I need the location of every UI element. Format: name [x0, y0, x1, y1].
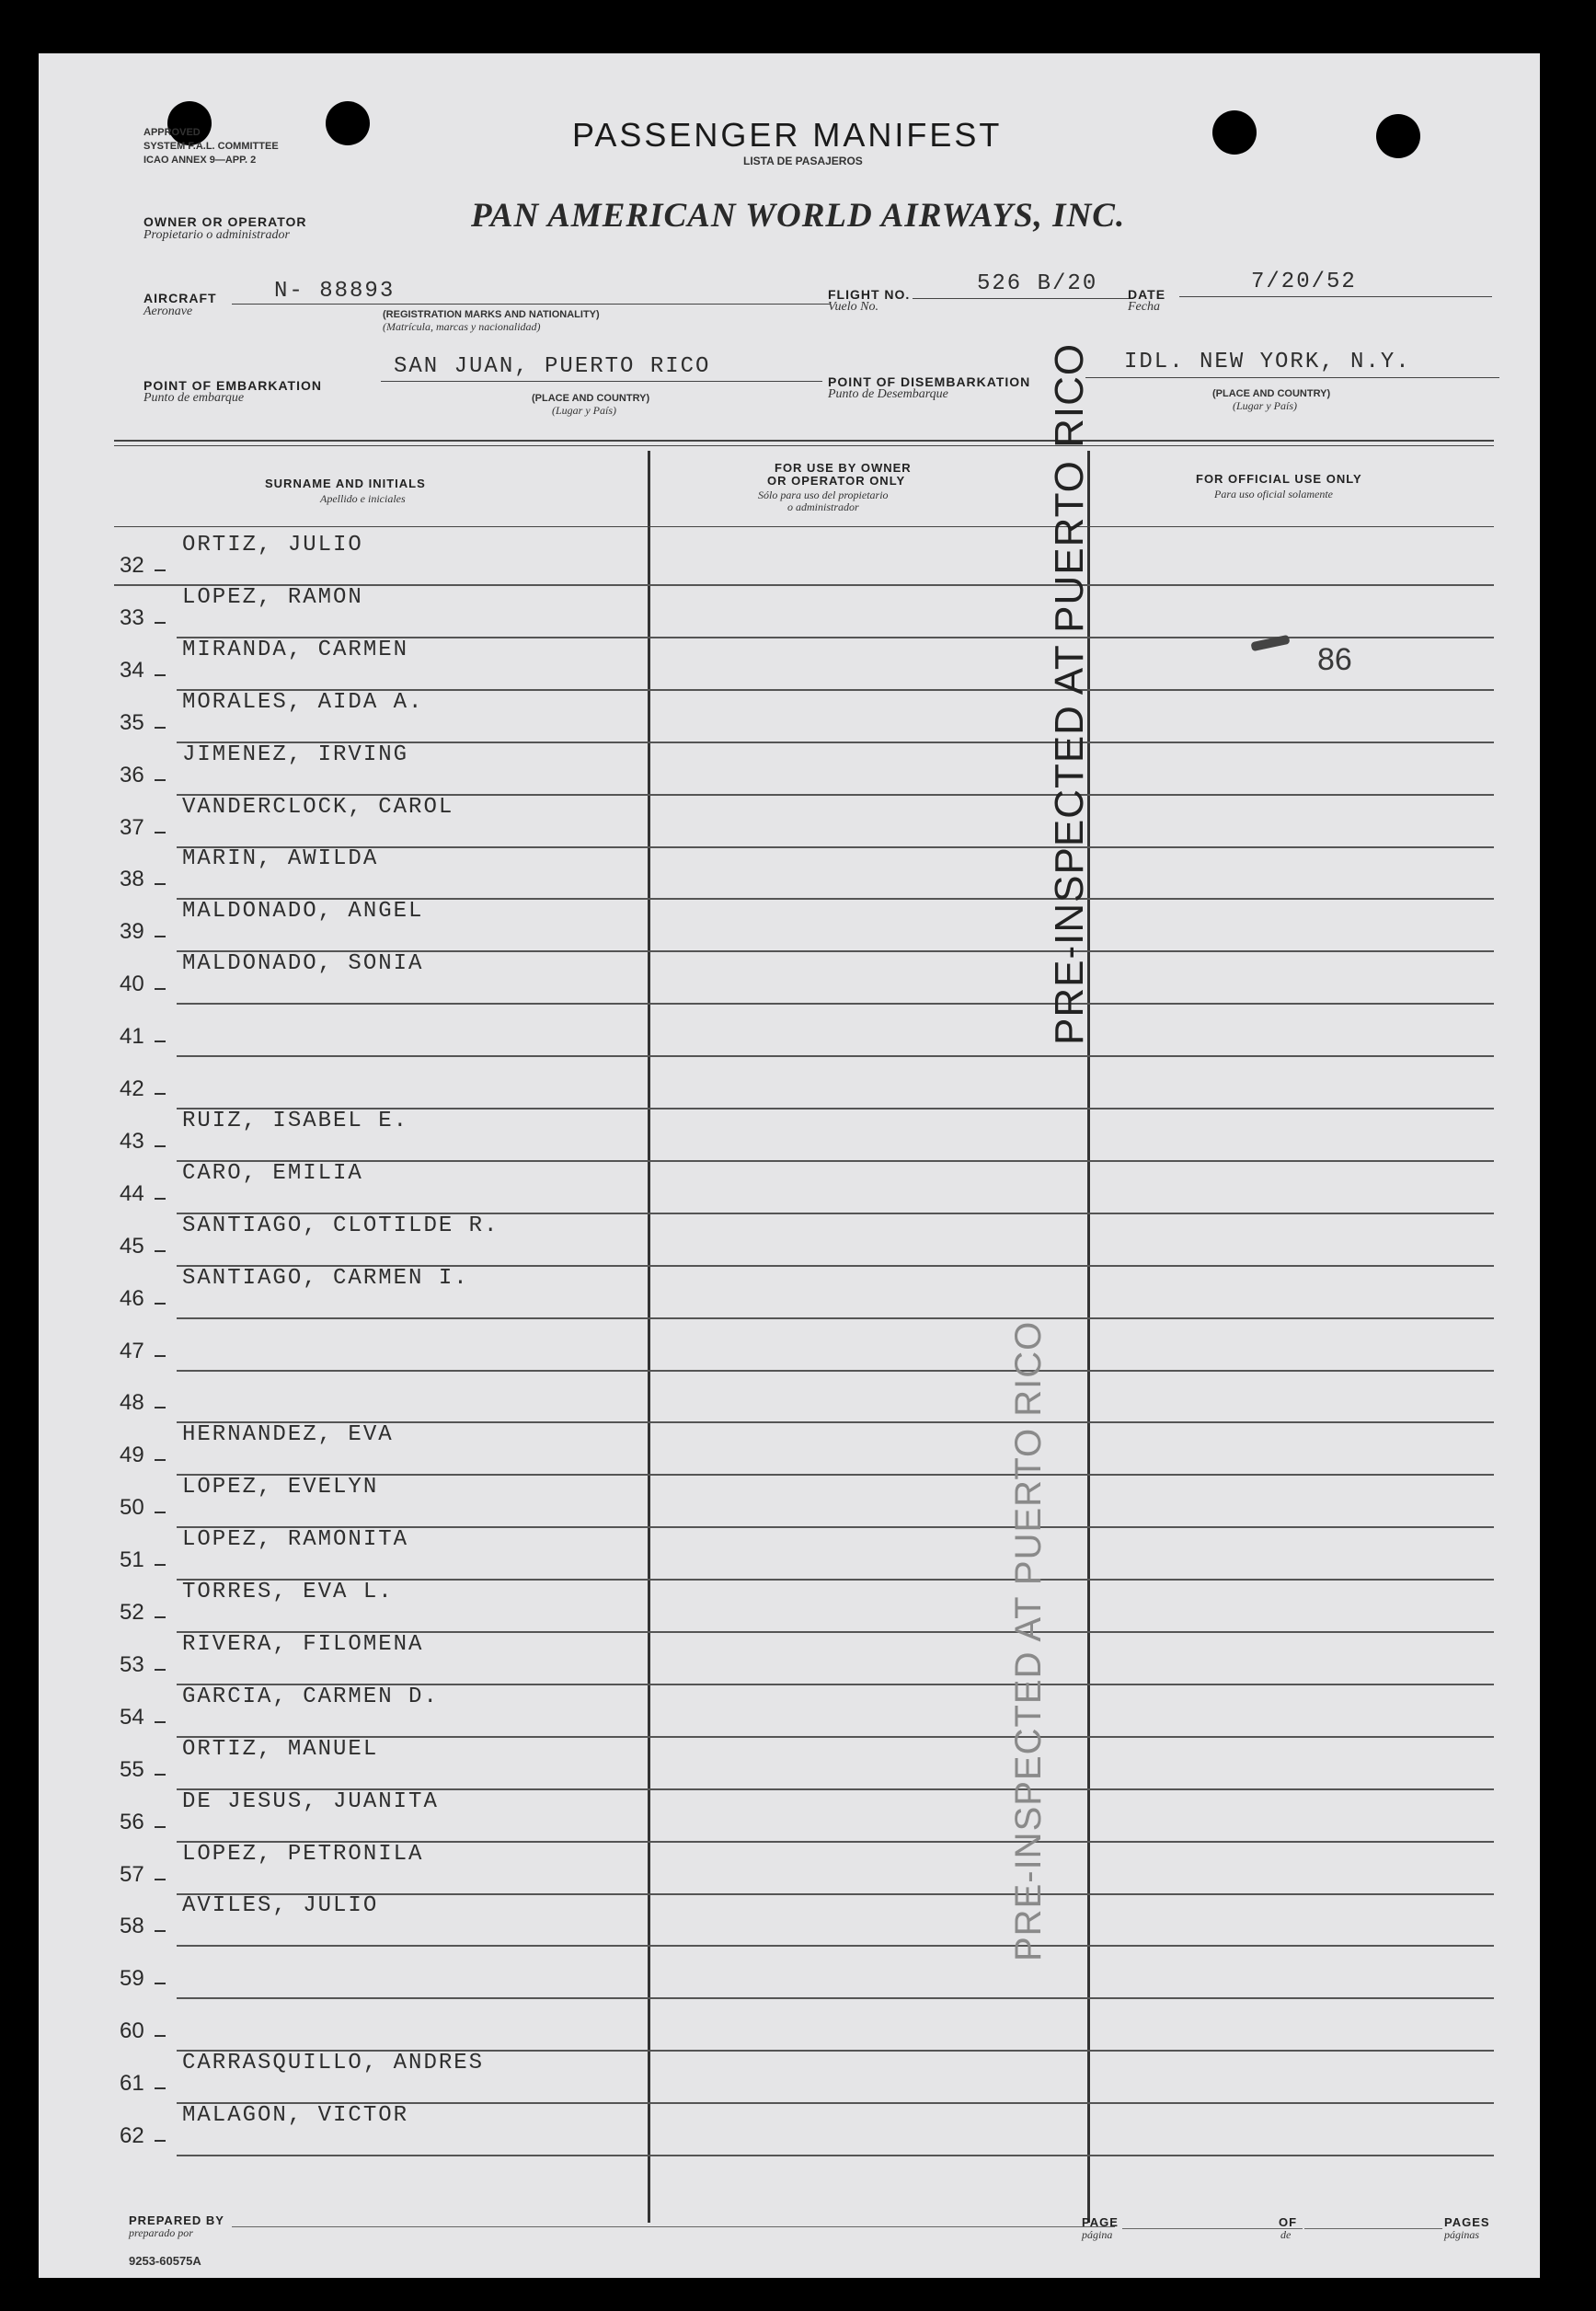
row-number: 34 — [120, 658, 144, 683]
prepared-underline — [232, 2226, 1115, 2227]
flight-value: 526 B/20 — [977, 271, 1098, 296]
embark-place-hint: (PLACE AND COUNTRY) — [532, 393, 650, 404]
table-row — [39, 1947, 1540, 1999]
aircraft-label: AIRCRAFT — [144, 291, 217, 305]
row-number-dash — [155, 1355, 166, 1357]
passenger-name: MALDONADO, ANGEL — [182, 899, 424, 924]
embark-label: POINT OF EMBARKATION — [144, 378, 322, 393]
passenger-name: HERNANDEZ, EVA — [182, 1422, 394, 1447]
passenger-name: TORRES, EVA L. — [182, 1580, 394, 1604]
aircraft-value: N- 88893 — [274, 279, 396, 304]
row-number: 33 — [120, 605, 144, 630]
row-number-dash — [155, 1721, 166, 1723]
row-number: 46 — [120, 1286, 144, 1311]
owner-use-header-1: FOR USE BY OWNER — [775, 461, 912, 475]
row-rule — [177, 2155, 1494, 2156]
row-number-dash — [155, 1250, 166, 1252]
prepared-label-es: preparado por — [129, 2226, 193, 2239]
owner-use-header-es-2: o administrador — [787, 500, 859, 513]
row-number-dash — [155, 1198, 166, 1200]
passenger-name: LOPEZ, RAMON — [182, 585, 363, 610]
page-label-es: página — [1082, 2228, 1113, 2241]
table-row — [39, 952, 1540, 1005]
passenger-name: LOPEZ, RAMONITA — [182, 1527, 409, 1552]
table-row — [39, 1110, 1540, 1162]
row-number: 48 — [120, 1390, 144, 1415]
punch-hole — [1212, 110, 1257, 155]
punch-hole — [167, 101, 212, 145]
row-number: 58 — [120, 1914, 144, 1938]
passenger-name: LOPEZ, PETRONILA — [182, 1842, 424, 1867]
table-row — [39, 900, 1540, 952]
row-number-dash — [155, 936, 166, 937]
owner-use-header-2: OR OPERATOR ONLY — [767, 474, 906, 488]
owner-use-header-es-1: Sólo para uso del propietario — [758, 489, 889, 501]
table-row — [39, 1633, 1540, 1685]
row-number-dash — [155, 1564, 166, 1566]
passenger-name: LOPEZ, EVELYN — [182, 1475, 379, 1500]
official-header-es: Para uso oficial solamente — [1214, 488, 1333, 500]
table-row — [39, 1685, 1540, 1738]
row-number-dash — [155, 2087, 166, 2089]
row-number: 39 — [120, 919, 144, 944]
row-number: 52 — [120, 1600, 144, 1625]
date-label: DATE — [1128, 287, 1166, 302]
row-number: 42 — [120, 1076, 144, 1101]
row-number-dash — [155, 1826, 166, 1828]
pages-label-es: páginas — [1444, 2228, 1480, 2241]
table-row — [39, 1999, 1540, 2052]
table-row — [39, 1528, 1540, 1581]
flight-label: FLIGHT NO. — [828, 287, 911, 302]
approval-line-3: ICAO ANNEX 9—APP. 2 — [144, 155, 257, 166]
embark-place-hint-es: (Lugar y País) — [552, 404, 616, 417]
row-number-dash — [155, 988, 166, 990]
row-number: 62 — [120, 2123, 144, 2148]
embark-label-es: Punto de embarque — [144, 391, 245, 405]
row-number: 59 — [120, 1966, 144, 1991]
row-number-dash — [155, 1093, 166, 1095]
pre-inspected-stamp-2: PRE-INSPECTED AT PUERTO RICO — [1008, 1320, 1049, 1961]
surname-header: SURNAME AND INITIALS — [265, 477, 426, 490]
disembark-place-hint: (PLACE AND COUNTRY) — [1212, 388, 1331, 399]
passenger-name: MIRANDA, CARMEN — [182, 638, 409, 662]
page-underline — [1122, 2228, 1303, 2229]
passenger-name: ORTIZ, MANUEL — [182, 1737, 379, 1762]
embark-underline — [381, 381, 822, 382]
disembark-label-es: Punto de Desembarque — [828, 387, 948, 401]
row-number: 41 — [120, 1024, 144, 1049]
table-row — [39, 586, 1540, 638]
approval-line-1: APPROVED — [144, 127, 201, 138]
table-row — [39, 2104, 1540, 2156]
passenger-name: RUIZ, ISABEL E. — [182, 1109, 409, 1133]
official-note: 86 — [1317, 642, 1352, 677]
row-number: 38 — [120, 867, 144, 891]
disembark-place-hint-es: (Lugar y País) — [1233, 399, 1297, 412]
official-header: FOR OFFICIAL USE ONLY — [1196, 472, 1362, 486]
of-underline — [1304, 2228, 1442, 2229]
passenger-name: CARO, EMILIA — [182, 1161, 363, 1186]
disembark-value: IDL. NEW YORK, N.Y. — [1124, 350, 1411, 374]
passenger-name: SANTIAGO, CLOTILDE R. — [182, 1213, 499, 1238]
row-number: 45 — [120, 1234, 144, 1259]
table-row — [39, 1319, 1540, 1372]
row-number-dash — [155, 1983, 166, 1984]
row-number: 37 — [120, 815, 144, 840]
row-number-dash — [155, 1459, 166, 1461]
disembark-underline — [1085, 377, 1499, 378]
of-label: OF — [1279, 2215, 1298, 2229]
passenger-name: SANTIAGO, CARMEN I. — [182, 1266, 469, 1291]
passenger-name: JIMENEZ, IRVING — [182, 742, 409, 767]
table-row — [39, 534, 1540, 586]
row-number: 35 — [120, 710, 144, 735]
row-number: 36 — [120, 763, 144, 788]
date-label-es: Fecha — [1128, 300, 1160, 314]
row-number-dash — [155, 1512, 166, 1513]
row-number: 50 — [120, 1495, 144, 1520]
date-value: 7/20/52 — [1251, 270, 1357, 294]
table-row — [39, 1005, 1540, 1057]
row-number: 40 — [120, 972, 144, 996]
prepared-label: PREPARED BY — [129, 2213, 224, 2227]
row-number-dash — [155, 1669, 166, 1671]
row-number-dash — [155, 622, 166, 624]
passenger-name: ORTIZ, JULIO — [182, 533, 363, 558]
table-row — [39, 691, 1540, 743]
row-number: 56 — [120, 1810, 144, 1834]
row-number: 32 — [120, 553, 144, 578]
table-row — [39, 1738, 1540, 1790]
passenger-name: MALDONADO, SONIA — [182, 951, 424, 976]
row-number-dash — [155, 1930, 166, 1932]
surname-header-es: Apellido e iniciales — [320, 492, 406, 505]
approval-line-2: SYSTEM F.A.L. COMMITTEE — [144, 141, 279, 152]
table-top-rule-2 — [114, 445, 1494, 446]
passenger-name: VANDERCLOCK, CAROL — [182, 795, 454, 820]
table-row — [39, 1057, 1540, 1110]
table-row — [39, 1790, 1540, 1843]
aircraft-label-es: Aeronave — [144, 305, 193, 318]
row-number: 51 — [120, 1547, 144, 1572]
row-number-dash — [155, 779, 166, 781]
table-row — [39, 638, 1540, 691]
passenger-name: DE JESUS, JUANITA — [182, 1789, 439, 1814]
row-number-dash — [155, 832, 166, 834]
passenger-name: AVILES, JULIO — [182, 1893, 379, 1918]
page-title: PASSENGER MANIFEST — [572, 116, 1003, 154]
page-label: PAGE — [1082, 2215, 1119, 2229]
table-row — [39, 1371, 1540, 1423]
passenger-name: MORALES, AIDA A. — [182, 690, 424, 715]
aircraft-underline — [232, 304, 830, 305]
aircraft-hint: (REGISTRATION MARKS AND NATIONALITY) — [383, 309, 600, 320]
flight-underline — [913, 298, 1133, 299]
row-number: 61 — [120, 2071, 144, 2096]
pages-label: PAGES — [1444, 2215, 1490, 2229]
row-number: 57 — [120, 1862, 144, 1887]
table-row — [39, 1423, 1540, 1476]
row-number: 55 — [120, 1757, 144, 1782]
page-title-es: LISTA DE PASAJEROS — [743, 155, 863, 167]
aircraft-hint-es: (Matrícula, marcas y nacionalidad) — [383, 320, 541, 333]
table-row — [39, 1267, 1540, 1319]
punch-hole — [326, 101, 370, 145]
row-number-dash — [155, 569, 166, 571]
table-row — [39, 796, 1540, 848]
passenger-name: RIVERA, FILOMENA — [182, 1632, 424, 1657]
punch-hole — [1376, 114, 1420, 158]
row-number-dash — [155, 2140, 166, 2142]
row-number: 49 — [120, 1443, 144, 1467]
table-row — [39, 1894, 1540, 1947]
row-number-dash — [155, 883, 166, 885]
table-row — [39, 1581, 1540, 1633]
row-number: 60 — [120, 2018, 144, 2043]
embark-value: SAN JUAN, PUERTO RICO — [394, 354, 711, 379]
form-number: 9253-60575A — [129, 2254, 201, 2268]
passenger-name: GARCIA, CARMEN D. — [182, 1684, 439, 1709]
header-rule — [114, 526, 1494, 527]
flight-label-es: Vuelo No. — [828, 300, 878, 314]
passenger-name: MALAGON, VICTOR — [182, 2103, 409, 2128]
row-number-dash — [155, 1041, 166, 1042]
row-number-dash — [155, 2035, 166, 2037]
table-row — [39, 743, 1540, 796]
row-number-dash — [155, 1616, 166, 1618]
row-number-dash — [155, 674, 166, 676]
of-label-es: de — [1280, 2228, 1292, 2241]
row-number-dash — [155, 1303, 166, 1305]
row-number: 53 — [120, 1652, 144, 1677]
row-number-dash — [155, 1407, 166, 1408]
row-number-dash — [155, 1774, 166, 1776]
row-number-dash — [155, 1145, 166, 1147]
passenger-name: CARRASQUILLO, ANDRES — [182, 2051, 485, 2075]
table-row — [39, 1843, 1540, 1895]
operator-name: PAN AMERICAN WORLD AIRWAYS, INC. — [471, 197, 1126, 235]
row-number-dash — [155, 727, 166, 729]
table-row — [39, 1214, 1540, 1267]
table-row — [39, 1476, 1540, 1528]
row-number: 43 — [120, 1129, 144, 1154]
disembark-label: POINT OF DISEMBARKATION — [828, 374, 1031, 389]
passenger-name: MARIN, AWILDA — [182, 846, 379, 871]
row-number: 44 — [120, 1181, 144, 1206]
row-number: 47 — [120, 1339, 144, 1363]
table-row — [39, 1162, 1540, 1214]
owner-label-es: Propietario o administrador — [144, 228, 290, 242]
owner-label: OWNER OR OPERATOR — [144, 214, 307, 229]
date-underline — [1179, 296, 1492, 297]
table-row — [39, 847, 1540, 900]
table-row — [39, 2052, 1540, 2104]
row-number-dash — [155, 1879, 166, 1880]
table-top-rule — [114, 440, 1494, 442]
pre-inspected-stamp-1: PRE-INSPECTED AT PUERTO RICO — [1047, 342, 1092, 1045]
manifest-sheet — [39, 53, 1540, 2278]
row-number: 54 — [120, 1705, 144, 1730]
